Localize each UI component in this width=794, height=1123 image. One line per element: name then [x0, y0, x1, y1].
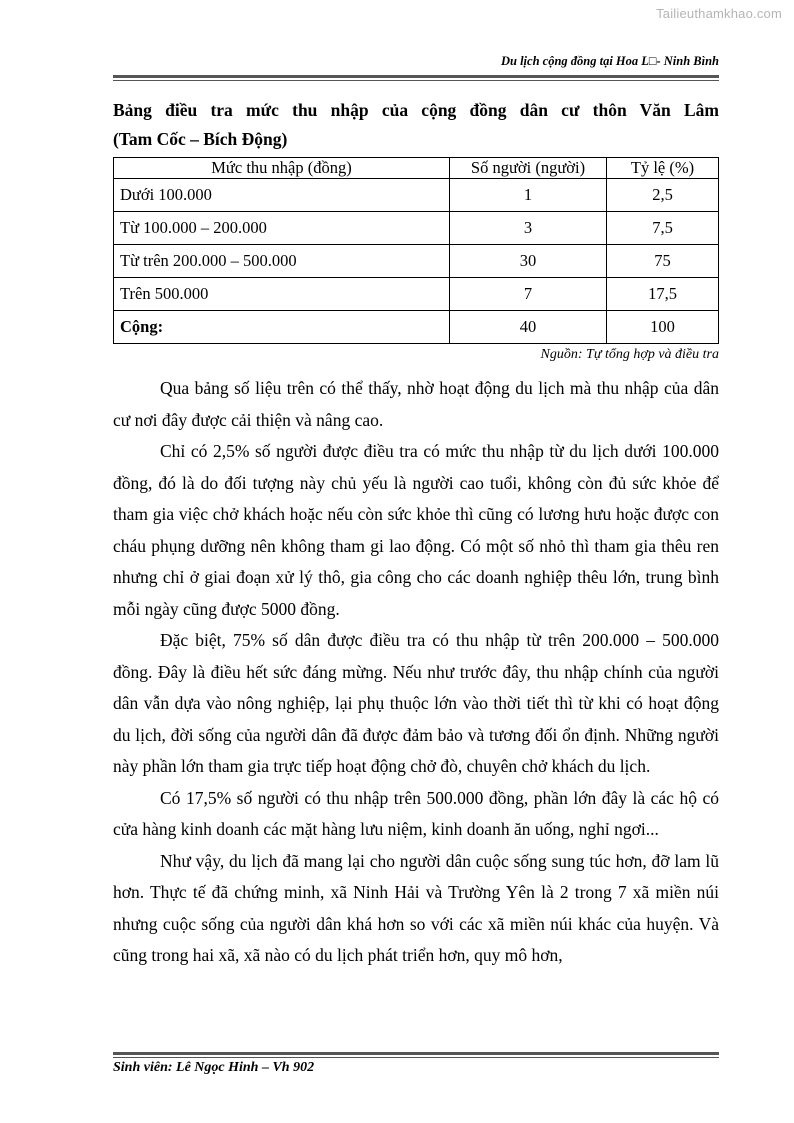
cell-income-level: Dưới 100.000 — [114, 179, 450, 212]
cell-people-count: 3 — [450, 212, 607, 245]
table-title-line2: (Tam Cốc – Bích Động) — [113, 129, 288, 149]
cell-percentage: 17,5 — [607, 278, 719, 311]
paragraph: Qua bảng số liệu trên có thể thấy, nhờ hoạt động du lịch mà thu nhập của dân cư nơi đây được cải thiện và nâng cao. — [113, 378, 719, 430]
header-rule-thin — [113, 80, 719, 81]
body-text — [113, 373, 719, 972]
cell-people-count: 1 — [450, 179, 607, 212]
paragraph: Như vậy, du lịch đã mang lại cho người dân cuộc sống sung túc hơn, đỡ lam lũ hơn. Thực tế đã chứng minh, xã Ninh Hải và Trường Yên là 2 trong 7 xã miền núi nhưng cuộc sống của người dân khá hơn so với các xã miền núi khác của huyện. Và cũng trong hai xã, xã nào có du lịch phát triển hơn, quy mô hơn, — [113, 850, 719, 965]
cell-total-percentage: 100 — [607, 311, 719, 344]
cell-percentage: 75 — [607, 245, 719, 278]
cell-people-count: 7 — [450, 278, 607, 311]
table-title — [113, 96, 719, 154]
cell-percentage: 2,5 — [607, 179, 719, 212]
cell-people-count: 30 — [450, 245, 607, 278]
paragraph: Chỉ có 2,5% số người được điều tra có mức thu nhập từ du lịch dưới 100.000 đồng, đó là do đối tượng này chủ yếu là người cao tuổi, không còn đủ sức khỏe để tham gia việc chở khách hoặc nếu còn sức khỏe thì cũng có lương hưu hoặc được con cháu phụng dưỡng nên không tham gi lao động. Có một số nhỏ thì tham gia thêu ren nhưng chỉ ở giai đoạn xử lý thô, gia công cho các doanh nghiệp thêu lớn, trung bình mỗi ngày cũng được 5000 đồng. — [113, 441, 719, 619]
table-header-row — [114, 158, 719, 179]
table-title-line1: Bảng điều tra mức thu nhập của cộng đồng dân cư thôn Văn Lâm — [113, 100, 719, 120]
footer-rule-thin — [113, 1057, 719, 1058]
footer-author: Sinh viên: Lê Ngọc Hinh – Vh 902 — [113, 1060, 315, 1075]
column-header-people-count: Số người (người) — [450, 158, 607, 179]
footer-rule — [113, 1052, 719, 1055]
cell-percentage: 7,5 — [607, 212, 719, 245]
column-header-percentage: Tỷ lệ (%) — [607, 158, 719, 179]
watermark: Tailieuthamkhao.com — [656, 6, 782, 21]
income-table — [113, 157, 719, 344]
table-row — [114, 245, 719, 278]
running-header: Du lịch cộng đồng tại Hoa L□- Ninh Bình — [500, 54, 719, 68]
cell-total-label: Cộng: — [114, 311, 450, 344]
cell-total-people: 40 — [450, 311, 607, 344]
table-row — [114, 278, 719, 311]
table-row — [114, 212, 719, 245]
header-rule — [113, 75, 719, 78]
cell-income-level: Từ trên 200.000 – 500.000 — [114, 245, 450, 278]
paragraph: Đặc biệt, 75% số dân được điều tra có thu nhập từ trên 200.000 – 500.000 đồng. Đây là điều hết sức đáng mừng. Nếu như trước đây, thu nhập chính của người dân vẫn dựa vào nông nghiệp, lại phụ thuộc lớn vào thời tiết thì từ khi có hoạt động du lịch, đời sống của người dân đã được đảm bảo và tương đối ổn định. Những người này phần lớn tham gia trực tiếp hoạt động chở đò, chuyên chở khách du lịch. — [113, 630, 719, 776]
table-total-row — [114, 311, 719, 344]
table-source-note: Nguồn: Tự tổng hợp và điều tra — [540, 347, 719, 362]
cell-income-level: Từ 100.000 – 200.000 — [114, 212, 450, 245]
cell-income-level: Trên 500.000 — [114, 278, 450, 311]
table-row — [114, 179, 719, 212]
column-header-income-level: Mức thu nhập (đồng) — [114, 158, 450, 179]
paragraph: Có 17,5% số người có thu nhập trên 500.000 đồng, phần lớn đây là các hộ có cửa hàng kinh doanh các mặt hàng lưu niệm, kinh doanh ăn uống, nghỉ ngơi... — [113, 787, 719, 839]
